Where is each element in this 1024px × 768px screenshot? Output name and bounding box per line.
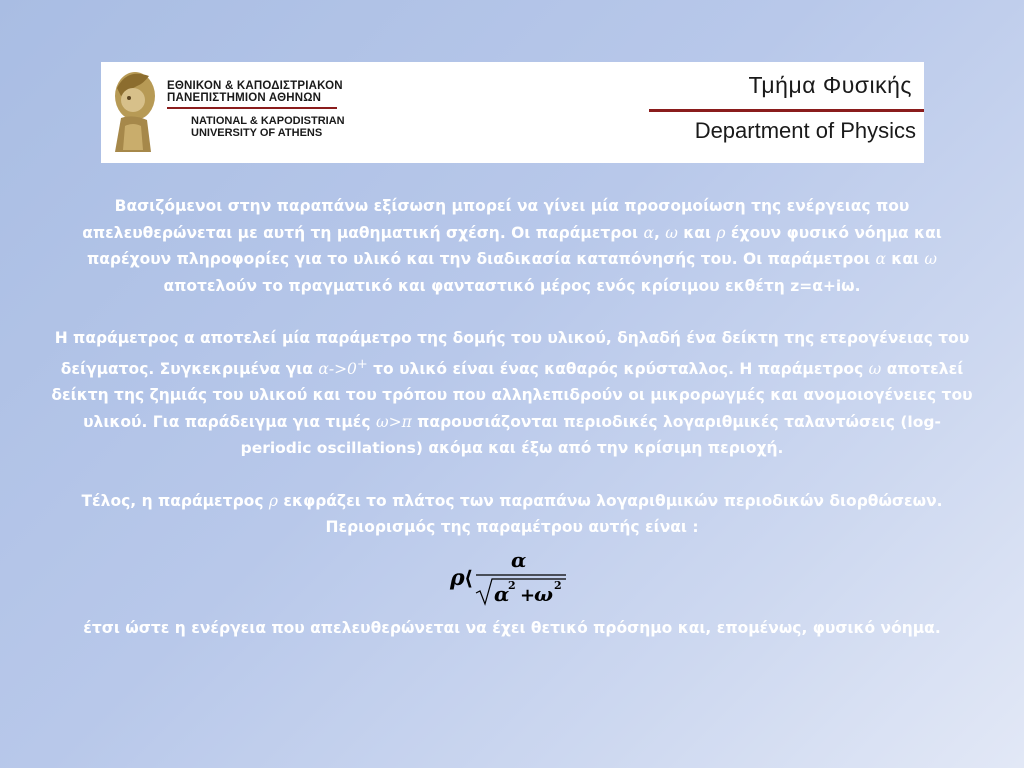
- symbol-omega: ω: [868, 359, 882, 378]
- expression-alpha-limit: α->0: [318, 359, 357, 378]
- rho-constraint-formula: [50, 547, 974, 609]
- formula-relation: ⟨: [464, 565, 474, 590]
- university-greek-line-2: ΠΑΝΕΠΙΣΤΗΜΙΟΝ ΑΘΗΝΩΝ: [167, 92, 322, 104]
- symbol-rho: ρ: [268, 491, 279, 510]
- slide-body: [50, 193, 974, 641]
- expression-omega-gt-pi: ω>π: [375, 412, 412, 431]
- university-greek-line-1: ΕΘΝΙΚΟΝ & ΚΑΠΟΔΙΣΤΡΙΑΚΟΝ: [167, 80, 343, 92]
- formula-power-1: 2: [508, 578, 516, 592]
- formula-den-alpha: α: [494, 581, 510, 606]
- paragraph-parameters: Βασιζόμενοι στην παραπάνω εξίσωση μπορεί να γίνει μία προσομοίωση της ενέργειας που απελευθερώνεται με αυτή τη μαθηματική σχέση. Οι παράμετροι α, ω και ρ έχουν φυσικό νόημα και παρέχουν πληροφορίες για το υλικό και την διαδικασία καταπόνησής του. Οι παράμετροι α και ω αποτελούν το πραγματικό και φανταστικό μέρος ενός κρίσιμου εκθέτη z=α+iω.: [82, 197, 942, 295]
- paragraph-rho: Τέλος, η παράμετρος ρ εκφράζει το πλάτος των παραπάνω λογαριθμικών περιοδικών διορθώσεων. Περιορισμός της παραμέτρου αυτής είναι :: [81, 491, 943, 537]
- header-banner: [101, 62, 924, 163]
- paragraph-gap: [50, 299, 974, 325]
- symbol-omega: ω: [665, 223, 678, 242]
- department-english-title: Department of Physics: [694, 118, 916, 143]
- university-english-name: [191, 115, 345, 139]
- symbol-rho: ρ: [716, 223, 726, 242]
- formula-den-omega: ω: [534, 581, 554, 606]
- formula-numerator: α: [511, 547, 527, 572]
- formula-graphic: [448, 547, 578, 609]
- symbol-omega: ω: [924, 250, 938, 268]
- symbol-alpha: α: [643, 223, 654, 242]
- paragraph-gap: [50, 462, 974, 488]
- university-greek-name: [167, 80, 343, 104]
- department-greek-title: Τμήμα Φυσικής: [748, 72, 912, 98]
- department-divider: [649, 109, 924, 112]
- paragraph-conclusion: έτσι ώστε η ενέργεια που απελευθερώνεται να έχει θετικό πρόσημο και, επομένως, φυσικό νόημα.: [83, 618, 941, 637]
- symbol-alpha: α: [875, 250, 886, 268]
- formula-power-2: 2: [554, 578, 562, 592]
- athena-seal-icon: [107, 66, 159, 158]
- formula-lhs: ρ: [450, 564, 465, 591]
- university-english-line-2: UNIVERSITY OF ATHENS: [191, 127, 323, 139]
- paragraph-alpha-omega: Η παράμετρος α αποτελεί μία παράμετρο της δομής του υλικού, δηλαδή ένα δείκτη της ετερογένειας του δείγματος. Συγκεκριμένα για α->0+ το υλικό είναι ένας καθαρός κρύσταλλος. Η παράμετρος ω αποτελεί δείκτη της ζημιάς του υλικού και του τρόπου που αλληλεπιδρούν οι μικρορωγμές και ανομοιογένειες του υλικού. Για παράδειγμα για τιμές ω>π παρουσιάζονται περιοδικές λογαριθμικές ταλαντώσεις (log-periodic oscillations) ακόμα και έξω από την κρίσιμη περιοχή.: [51, 329, 973, 458]
- university-english-line-1: NATIONAL & KAPODISTRIAN: [191, 115, 345, 127]
- university-divider: [167, 107, 337, 109]
- formula-plus: +: [520, 584, 536, 606]
- superscript-plus: +: [356, 356, 368, 372]
